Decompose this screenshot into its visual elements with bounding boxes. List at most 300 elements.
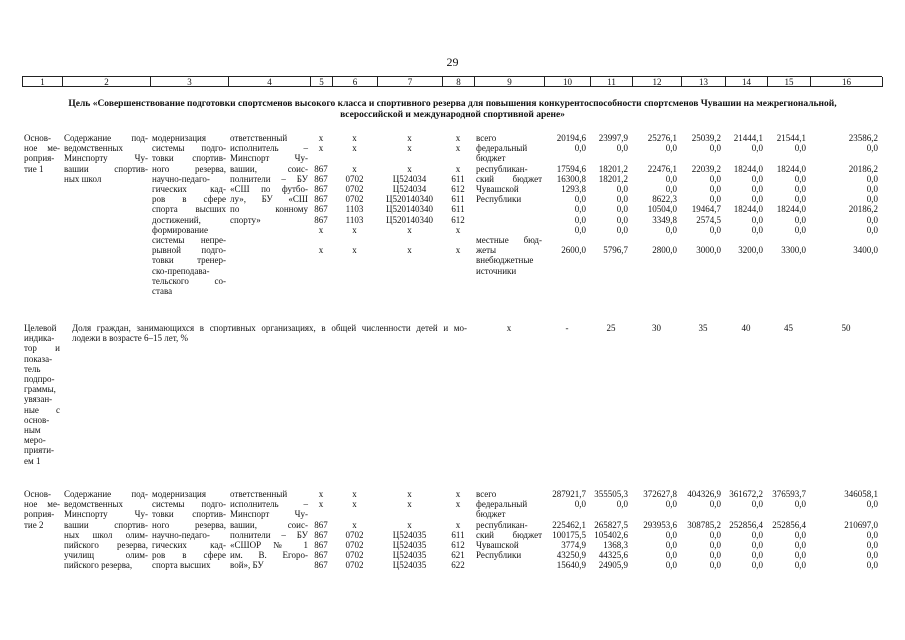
block1-c9-line: ский бюджет bbox=[476, 173, 542, 184]
block1-value: 10504,0 bbox=[647, 204, 677, 215]
block2-value: 0,0 bbox=[751, 540, 763, 550]
block2-value: 44325,6 bbox=[598, 550, 628, 561]
block1-value: 22039,2 bbox=[691, 163, 721, 174]
block2-c1-line: Основ- bbox=[24, 489, 52, 499]
block1-c2-line: ных школ bbox=[64, 173, 102, 184]
block2-value: 361672,2 bbox=[729, 489, 763, 499]
block2-c2-line: пийского резерва, bbox=[64, 540, 148, 550]
block1-code-c7: Ц520140340 bbox=[386, 214, 433, 225]
block1-value: 0,0 bbox=[709, 194, 721, 205]
block1-code-c7: x bbox=[407, 133, 412, 143]
block1-value: 5796,7 bbox=[603, 245, 628, 256]
block1-value: 0,0 bbox=[616, 224, 628, 235]
block1-c3-line: модернизация bbox=[152, 133, 206, 143]
block2-value: 0,0 bbox=[665, 529, 677, 540]
block2-code-c8: x bbox=[455, 489, 461, 499]
block2-code-c6: 0702 bbox=[345, 529, 364, 540]
indicator-c1-line: тор и bbox=[24, 343, 60, 354]
header-col-2: 2 bbox=[63, 77, 151, 87]
block1-c4-line: исполнитель – bbox=[230, 143, 308, 154]
block2-value: 308785,2 bbox=[687, 519, 721, 530]
block1-value: 18244,0 bbox=[776, 204, 806, 215]
block2-value: 372627,8 bbox=[643, 489, 677, 499]
block1-c9-line: республикан- bbox=[476, 163, 528, 174]
block1-code-c8: x bbox=[455, 224, 461, 235]
block2-c3-line: спорта высших bbox=[152, 560, 211, 571]
block1-value: 17594,6 bbox=[556, 163, 586, 174]
block1-code-c5: 867 bbox=[314, 184, 328, 194]
header-col-16: 16 bbox=[811, 77, 883, 87]
block1-value: 2600,0 bbox=[561, 245, 586, 256]
block1-value: 0,0 bbox=[751, 224, 763, 235]
block1-code-c6: 0702 bbox=[345, 184, 364, 194]
block2-c9-line: федеральный bbox=[476, 499, 528, 510]
block2-c2-line: училищ олим- bbox=[64, 550, 148, 561]
block2-c2-line: ведомственных bbox=[64, 499, 123, 510]
indicator-c9: x bbox=[506, 323, 512, 333]
block2-value: 0,0 bbox=[866, 560, 878, 571]
block1-code-c7: Ц524034 bbox=[392, 184, 427, 194]
block2-code-c7: Ц524035 bbox=[392, 540, 427, 550]
block2-code-c6: x bbox=[352, 489, 357, 499]
block2-value: 0,0 bbox=[866, 529, 878, 540]
block1-value: 0,0 bbox=[616, 143, 628, 154]
block2-value: 404326,9 bbox=[687, 489, 721, 499]
block2-code-c8: 612 bbox=[451, 540, 465, 550]
indicator-c1-line: основ- bbox=[24, 414, 50, 425]
block1-value: 3000,0 bbox=[696, 245, 721, 256]
header-col-12: 12 bbox=[633, 77, 682, 87]
indicator-value: 40 bbox=[741, 323, 751, 333]
block2-c4-line: Минспорт Чу- bbox=[230, 509, 308, 520]
block1-value: 2574,5 bbox=[696, 214, 721, 225]
block1-code-c7: x bbox=[407, 245, 412, 256]
block1-c3-line: спорта высших bbox=[152, 204, 226, 215]
block2-value: 0,0 bbox=[751, 550, 763, 561]
block2-c2-line: ных школ олим- bbox=[64, 529, 148, 540]
block1-value: 0,0 bbox=[794, 184, 806, 194]
block2-value: 100175,5 bbox=[552, 529, 586, 540]
block1-value: 0,0 bbox=[665, 143, 677, 154]
block1-c3-line: гических кад- bbox=[152, 184, 226, 194]
indicator-c1-line: подпро- bbox=[24, 374, 55, 384]
block1-code-c7: Ц524034 bbox=[392, 173, 427, 184]
block2-code-c5: 867 bbox=[314, 540, 328, 550]
block1-code-c7: Ц520140340 bbox=[386, 194, 433, 205]
block1-value: 0,0 bbox=[709, 143, 721, 154]
block2-c9-line: Республики bbox=[476, 550, 522, 561]
block2-c2-line: Минспорту Чу- bbox=[64, 509, 148, 520]
block2-code-c6: 0702 bbox=[345, 550, 364, 561]
block1-value: 0,0 bbox=[794, 143, 806, 154]
block2-value: 0,0 bbox=[616, 499, 628, 510]
block1-c3-line: ров в сфере bbox=[152, 194, 226, 205]
block2-c4-line: «СШОР № 1 bbox=[230, 540, 308, 550]
block2-c1-line: тие 2 bbox=[24, 519, 44, 530]
block1-c3-line: системы непре- bbox=[152, 235, 226, 245]
header-col-6: 6 bbox=[333, 77, 378, 87]
block2-code-c5: x bbox=[318, 499, 324, 510]
block1-value: 0,0 bbox=[794, 224, 806, 235]
block1-value: 0,0 bbox=[665, 184, 677, 194]
block1-value: 0,0 bbox=[665, 173, 677, 184]
block1-c3-line: товки тренер- bbox=[152, 255, 226, 266]
block2-value: 43250,9 bbox=[556, 550, 586, 561]
block1-value: 0,0 bbox=[751, 143, 763, 154]
indicator-description: лодежи в возрасте 6–15 лет, % bbox=[72, 333, 188, 344]
block2-code-c6: 0702 bbox=[345, 560, 364, 571]
indicator-value: - bbox=[565, 323, 569, 333]
header-col-5: 5 bbox=[311, 77, 333, 87]
block1-c9-line: всего bbox=[476, 133, 497, 143]
block2-value: 0,0 bbox=[866, 550, 878, 561]
header-col-11: 11 bbox=[591, 77, 633, 87]
indicator-value: 45 bbox=[784, 323, 793, 333]
block2-value: 225462,1 bbox=[552, 519, 586, 530]
block1-c3-line: ного резерва, bbox=[152, 163, 226, 174]
block1-value: 23586,2 bbox=[848, 133, 878, 143]
block2-c2-line: пийского резерва, bbox=[64, 560, 133, 571]
block1-code-c8: 611 bbox=[451, 204, 465, 215]
block2-value: 252856,4 bbox=[772, 519, 806, 530]
block2-value: 1368,3 bbox=[603, 540, 628, 550]
block2-value: 355505,3 bbox=[594, 489, 628, 499]
block1-code-c5: x bbox=[318, 224, 324, 235]
block2-value: 0,0 bbox=[574, 499, 586, 510]
block2-value: 0,0 bbox=[794, 550, 806, 561]
block1-code-c8: 612 bbox=[451, 214, 465, 225]
block1-value: 0,0 bbox=[665, 224, 677, 235]
block2-code-c8: 621 bbox=[451, 550, 465, 561]
block2-code-c7: Ц524035 bbox=[392, 560, 427, 571]
block2-value: 0,0 bbox=[665, 540, 677, 550]
block1-value: 18244,0 bbox=[733, 204, 763, 215]
block1-code-c7: x bbox=[407, 224, 412, 235]
block2-c9-line: республикан- bbox=[476, 519, 528, 530]
block1-code-c8: x bbox=[455, 245, 461, 256]
block2-code-c5: 867 bbox=[314, 529, 328, 540]
block1-value: 18244,0 bbox=[733, 163, 763, 174]
block2-code-c8: 611 bbox=[451, 529, 465, 540]
block1-value: 20186,2 bbox=[848, 163, 878, 174]
block2-c1-line: роприя- bbox=[24, 509, 55, 520]
indicator-c1-line: меро- bbox=[24, 435, 46, 446]
block1-c3-line: ско-преподава- bbox=[152, 265, 210, 276]
indicator-c1-line: ные с bbox=[24, 404, 60, 415]
block1-c2-line: ведомственных bbox=[64, 143, 123, 154]
block1-c4-line: вашии, соис- bbox=[230, 163, 308, 174]
page-number: 29 bbox=[446, 55, 459, 69]
indicator-value: 50 bbox=[841, 323, 851, 333]
block1-value: 25039,2 bbox=[691, 133, 721, 143]
block2-value: 0,0 bbox=[665, 499, 677, 510]
block1-value: 0,0 bbox=[751, 184, 763, 194]
block2-c2-line: Содержание под- bbox=[64, 489, 148, 499]
block1-value: 16300,8 bbox=[556, 173, 586, 184]
block1-c9-line: федеральный bbox=[476, 143, 528, 154]
block2-code-c6: x bbox=[352, 499, 357, 510]
block2-value: 0,0 bbox=[794, 540, 806, 550]
block1-value: 0,0 bbox=[616, 204, 628, 215]
block1-c4-line: по конному bbox=[230, 204, 308, 215]
block1-code-c8: 612 bbox=[451, 184, 465, 194]
block1-c1-line: ное ме- bbox=[24, 143, 60, 154]
block1-value: 0,0 bbox=[866, 173, 878, 184]
block1-value: 0,0 bbox=[751, 214, 763, 225]
indicator-value: 30 bbox=[652, 323, 661, 333]
block2-value: 0,0 bbox=[866, 540, 878, 550]
block1-c4-line: лу», БУ «СШ bbox=[230, 194, 308, 205]
goal-heading: Цель «Совершенствование подготовки спортсменов высокого класса и спортивного резерва для повышения конкурентоспособности спортсменов Чувашии на межрегиональной, всероссийской и международной спортивной арене» bbox=[68, 99, 837, 120]
indicator-value: 35 bbox=[698, 323, 708, 333]
block2-code-c7: x bbox=[407, 489, 412, 499]
block1-value: 3349,8 bbox=[652, 214, 677, 225]
indicator-c1-line: ем 1 bbox=[24, 455, 41, 466]
header-col-7: 7 bbox=[378, 77, 443, 87]
block2-value: 0,0 bbox=[709, 550, 721, 561]
block1-c2-line: вашии спортив- bbox=[64, 163, 148, 174]
block2-c3-line: научно-педаго- bbox=[152, 529, 210, 540]
block1-code-c6: x bbox=[352, 224, 357, 235]
block2-code-c7: x bbox=[407, 499, 412, 510]
block2-c2-line: вашии спортив- bbox=[64, 519, 148, 530]
block1-value: 0,0 bbox=[574, 204, 586, 215]
block2-value: 252856,4 bbox=[729, 519, 763, 530]
block1-code-c7: x bbox=[407, 163, 412, 174]
block1-value: 0,0 bbox=[866, 184, 878, 194]
block1-c1-line: тие 1 bbox=[24, 163, 44, 174]
block2-value: 0,0 bbox=[709, 529, 721, 540]
block2-c3-line: системы подго- bbox=[152, 499, 226, 510]
block2-code-c5: 867 bbox=[314, 560, 328, 571]
header-col-14: 14 bbox=[726, 77, 768, 87]
indicator-c1-line: граммы, bbox=[24, 384, 56, 395]
block2-c1-line: ное ме- bbox=[24, 499, 60, 510]
block1-code-c6: 1103 bbox=[345, 204, 364, 215]
header-col-9: 9 bbox=[475, 77, 545, 87]
block1-value: 25276,1 bbox=[647, 133, 677, 143]
block2-c3-line: ного резерва, bbox=[152, 519, 226, 530]
block1-value: 3400,0 bbox=[853, 245, 878, 256]
block1-value: 22476,1 bbox=[647, 163, 677, 174]
block2-value: 0,0 bbox=[866, 499, 878, 510]
block1-value: 20194,6 bbox=[556, 133, 586, 143]
block2-value: 0,0 bbox=[794, 560, 806, 571]
block1-c1-line: Основ- bbox=[24, 133, 52, 143]
block1-c3-line: товки спортив- bbox=[152, 153, 226, 164]
block2-value: 0,0 bbox=[751, 560, 763, 571]
indicator-c1-line: индика- bbox=[24, 333, 55, 344]
block2-value: 0,0 bbox=[709, 540, 721, 550]
block1-code-c5: x bbox=[318, 143, 324, 154]
block2-code-c5: 867 bbox=[314, 550, 328, 561]
block1-c9-line: источники bbox=[476, 265, 517, 276]
block1-c4-line: Минспорт Чу- bbox=[230, 153, 308, 164]
block1-value: 0,0 bbox=[616, 214, 628, 225]
block2-c9-line: всего bbox=[476, 489, 497, 499]
block2-value: 265827,5 bbox=[594, 519, 628, 530]
indicator-c1-line: Целевой bbox=[24, 323, 57, 333]
header-col-3: 3 bbox=[151, 77, 229, 87]
block1-c2-line: Содержание под- bbox=[64, 133, 148, 143]
block2-code-c6: x bbox=[352, 519, 357, 530]
block2-code-c8: x bbox=[455, 499, 461, 510]
block1-value: 0,0 bbox=[616, 194, 628, 205]
block1-c9-line: Республики bbox=[476, 194, 522, 205]
block1-value: 3200,0 bbox=[738, 245, 763, 256]
block1-c4-line: полнители – БУ bbox=[230, 173, 308, 184]
indicator-value: 25 bbox=[606, 323, 616, 333]
block2-c4-line: ответственный bbox=[230, 489, 288, 499]
block1-c4-line: «СШ по футбо- bbox=[230, 184, 308, 194]
block1-value: 0,0 bbox=[751, 173, 763, 184]
indicator-c1-line: тель bbox=[24, 363, 41, 374]
block1-value: 0,0 bbox=[794, 214, 806, 225]
block1-code-c5: x bbox=[318, 245, 324, 256]
block1-value: 0,0 bbox=[574, 194, 586, 205]
header-col-8: 8 bbox=[443, 77, 475, 87]
block1-value: 0,0 bbox=[794, 173, 806, 184]
block1-c3-line: тельского со- bbox=[152, 275, 226, 286]
block1-code-c7: Ц520140340 bbox=[386, 204, 433, 215]
block1-code-c7: x bbox=[407, 143, 412, 154]
block1-value: 0,0 bbox=[709, 184, 721, 194]
header-col-1: 1 bbox=[23, 77, 63, 87]
indicator-c1-line: ным bbox=[24, 425, 41, 435]
block1-c3-line: става bbox=[152, 286, 173, 296]
indicator-c1-line: прияти- bbox=[24, 445, 55, 456]
block2-value: 0,0 bbox=[794, 499, 806, 510]
block1-value: 0,0 bbox=[709, 224, 721, 235]
block2-code-c7: Ц524035 bbox=[392, 550, 427, 561]
header-col-4: 4 bbox=[229, 77, 311, 87]
block2-c3-line: товки спортив- bbox=[152, 509, 226, 520]
header-col-10: 10 bbox=[545, 77, 591, 87]
block1-c9-line: бюджет bbox=[476, 153, 506, 164]
block1-c9-line: местные бюд- bbox=[476, 235, 542, 245]
block1-c9-line: жеты bbox=[476, 245, 497, 256]
block2-value: 0,0 bbox=[794, 529, 806, 540]
block1-value: 21444,1 bbox=[733, 133, 763, 143]
block1-c4-line: ответственный bbox=[230, 133, 288, 143]
block1-value: 21544,1 bbox=[776, 133, 806, 143]
block1-value: 18201,2 bbox=[598, 173, 628, 184]
block1-code-c8: x bbox=[455, 163, 461, 174]
block2-c9-line: Чувашской bbox=[476, 540, 519, 550]
block2-c4-line: им. В. Егоро- bbox=[230, 550, 308, 561]
block1-value: 0,0 bbox=[709, 173, 721, 184]
block2-value: 105402,6 bbox=[594, 529, 628, 540]
block1-c9-line: Чувашской bbox=[476, 184, 519, 194]
block2-value: 293953,6 bbox=[643, 519, 677, 530]
block1-value: 20186,2 bbox=[848, 204, 878, 215]
header-col-13: 13 bbox=[682, 77, 726, 87]
block2-c4-line: вашии, соис- bbox=[230, 519, 308, 530]
block2-c4-line: исполнитель – bbox=[230, 499, 308, 510]
block1-c3-line: формирование bbox=[152, 224, 208, 235]
block1-code-c5: 867 bbox=[314, 214, 328, 225]
block1-value: 0,0 bbox=[751, 194, 763, 205]
block2-value: 287921,7 bbox=[552, 489, 586, 499]
block1-value: 18201,2 bbox=[598, 163, 628, 174]
block1-value: 3300,0 bbox=[781, 245, 806, 256]
block2-c4-line: вой», БУ bbox=[230, 560, 264, 571]
block2-value: 0,0 bbox=[709, 560, 721, 571]
block1-code-c8: x bbox=[455, 133, 461, 143]
block1-c4-line: спорту» bbox=[230, 214, 261, 225]
block2-code-c8: 622 bbox=[451, 560, 465, 571]
block1-value: 8622,3 bbox=[652, 194, 677, 205]
block1-code-c8: 611 bbox=[451, 194, 465, 205]
block1-c9-line: внебюджетные bbox=[476, 255, 534, 266]
block1-code-c5: 867 bbox=[314, 194, 328, 205]
block2-value: 24905,9 bbox=[598, 560, 628, 571]
block1-value: 0,0 bbox=[574, 214, 586, 225]
block2-value: 346058,1 bbox=[844, 489, 878, 499]
block2-value: 0,0 bbox=[751, 499, 763, 510]
block2-value: 0,0 bbox=[665, 560, 677, 571]
block1-c1-line: роприя- bbox=[24, 153, 55, 164]
block2-c3-line: ров в сфере bbox=[152, 550, 226, 561]
block2-c9-line: ский бюджет bbox=[476, 529, 542, 540]
block1-code-c5: 867 bbox=[314, 204, 328, 215]
block2-code-c7: Ц524035 bbox=[392, 529, 427, 540]
block2-value: 376593,7 bbox=[772, 489, 806, 499]
block1-code-c8: x bbox=[455, 143, 461, 154]
block1-code-c6: x bbox=[352, 245, 357, 256]
block1-value: 0,0 bbox=[574, 143, 586, 154]
block1-c3-line: рывной подго- bbox=[152, 245, 226, 256]
block2-c4-line: полнители – БУ bbox=[230, 529, 308, 540]
block1-value: 0,0 bbox=[574, 224, 586, 235]
block1-c3-line: достижений, bbox=[152, 214, 201, 225]
block1-value: 0,0 bbox=[866, 143, 878, 154]
indicator-description: Доля граждан, занимающихся в спортивных организациях, в общей численности детей и мо- bbox=[72, 323, 467, 333]
header-col-15: 15 bbox=[768, 77, 811, 87]
block2-code-c7: x bbox=[407, 519, 412, 530]
block2-value: 0,0 bbox=[709, 499, 721, 510]
block1-code-c5: 867 bbox=[314, 163, 328, 174]
block1-code-c6: x bbox=[352, 143, 357, 154]
block2-value: 0,0 bbox=[665, 550, 677, 561]
block2-code-c6: 0702 bbox=[345, 540, 364, 550]
block2-code-c5: x bbox=[318, 489, 324, 499]
block1-code-c6: x bbox=[352, 163, 357, 174]
block1-code-c6: 0702 bbox=[345, 173, 364, 184]
block1-code-c5: x bbox=[318, 133, 324, 143]
block1-code-c6: 1103 bbox=[345, 214, 364, 225]
block1-value: 1293,8 bbox=[561, 184, 586, 194]
column-number-header bbox=[22, 76, 882, 87]
block1-c3-line: системы подго- bbox=[152, 143, 226, 154]
block1-code-c6: 0702 bbox=[345, 194, 364, 205]
block1-value: 23997,9 bbox=[598, 133, 628, 143]
block2-c9-line: бюджет bbox=[476, 509, 506, 520]
indicator-c1-line: показа- bbox=[24, 353, 53, 364]
block2-c3-line: модернизация bbox=[152, 489, 206, 499]
block1-value: 0,0 bbox=[866, 214, 878, 225]
indicator-c1-line: увязан- bbox=[24, 394, 53, 405]
block2-c3-line: гических кад- bbox=[152, 540, 226, 550]
block1-code-c8: 611 bbox=[451, 173, 465, 184]
block1-value: 0,0 bbox=[616, 184, 628, 194]
block2-value: 0,0 bbox=[751, 529, 763, 540]
block1-c2-line: Минспорту Чу- bbox=[64, 153, 148, 164]
block2-code-c8: x bbox=[455, 519, 461, 530]
block1-code-c6: x bbox=[352, 133, 357, 143]
block2-value: 15640,9 bbox=[556, 560, 586, 571]
block1-c3-line: научно-педаго- bbox=[152, 173, 210, 184]
